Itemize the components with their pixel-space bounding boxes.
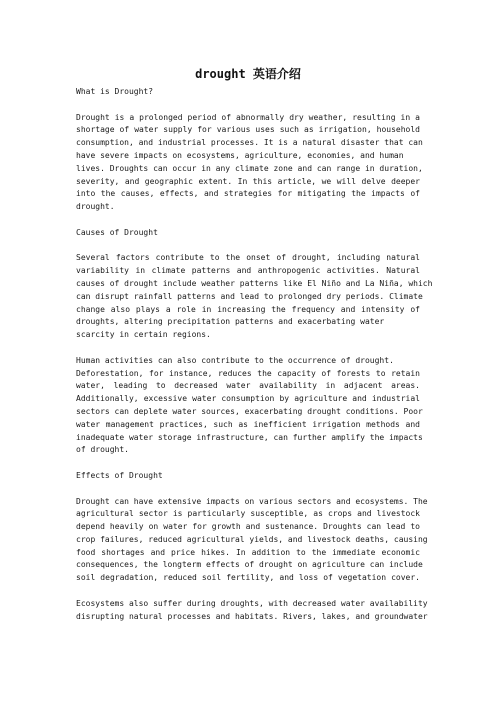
section-heading-causes: Causes of Drought: [76, 227, 158, 237]
paragraph-spacer: [76, 342, 420, 355]
text-line: droughts, altering precipitation patterns and exacerbating water: [76, 317, 385, 327]
paragraph-spacer: [76, 240, 420, 253]
paragraph-human-causes: [76, 355, 423, 457]
text-line: into the causes, effects, and strategies for mitigating the impacts of: [76, 189, 420, 199]
paragraph-spacer: [76, 585, 420, 598]
paragraph-definition: [76, 112, 423, 214]
text-line: depend heavily on water for growth and sustenance. Droughts can lead to: [76, 522, 420, 532]
paragraph-spacer: [76, 99, 420, 112]
text-line: of drought.: [76, 445, 129, 455]
text-line: sectors can deplete water sources, exacerbating drought conditions. Poor: [76, 406, 423, 416]
text-line: Drought is a prolonged period of abnormally dry weather, resulting in a: [76, 112, 420, 122]
text-line: food shortages and price hikes. In addition to the immediate economic: [76, 547, 420, 557]
text-line: inadequate water storage infrastructure, can further amplify the impacts: [76, 432, 423, 442]
paragraph-agriculture-effects: [76, 496, 428, 586]
text-line: agricultural sector is particularly susceptible, as crops and livestock: [76, 509, 420, 519]
text-line: lives. Droughts can occur in any climate zone and can range in duration,: [76, 163, 423, 173]
text-line: Ecosystems also suffer during droughts, with decreased water availability: [76, 598, 428, 608]
section-heading-effects: Effects of Drought: [76, 470, 163, 480]
paragraph-spacer: [76, 214, 420, 227]
text-line: crop failures, reduced agricultural yields, and livestock deaths, causing: [76, 534, 428, 544]
text-line: scarcity in certain regions.: [76, 330, 211, 340]
text-line: causes of drought include weather patterns like El Niño and La Niña, which: [76, 278, 433, 288]
text-line: drought.: [76, 202, 115, 212]
section-heading-what-is-drought: What is Drought?: [76, 87, 154, 96]
text-line: water management practices, such as inefficient irrigation methods and: [76, 419, 420, 429]
text-line: severity, and geographic extent. In this article, we will delve deeper: [76, 176, 420, 186]
text-line: change also plays a role in increasing the frequency and intensity of: [76, 304, 420, 314]
paragraph-spacer: [76, 457, 420, 470]
text-line: Drought can have extensive impacts on various sectors and ecosystems. The: [76, 496, 428, 506]
text-line: have severe impacts on ecosystems, agriculture, economies, and human: [76, 150, 404, 160]
text-line: consumption, and industrial processes. It is a natural disaster that can: [76, 138, 423, 148]
text-line: can disrupt rainfall patterns and lead to prolonged dry periods. Climate: [76, 291, 423, 301]
paragraph-ecosystem-effects: [76, 598, 428, 624]
document-title: drought 英语介绍: [195, 67, 301, 81]
text-line: Additionally, excessive water consumption by agriculture and industrial: [76, 394, 420, 404]
text-line: water, leading to decreased water availability in adjacent areas.: [76, 381, 420, 391]
text-line: Human activities can also contribute to the occurrence of drought.: [76, 355, 394, 365]
text-line: disrupting natural processes and habitats. Rivers, lakes, and groundwater: [76, 611, 428, 621]
text-line: soil degradation, reduced soil fertility, and loss of vegetation cover.: [76, 573, 420, 583]
text-line: Deforestation, for instance, reduces the capacity of forests to retain: [76, 368, 420, 378]
paragraph-natural-causes: [76, 252, 433, 342]
text-line: Several factors contribute to the onset of drought, including natural: [76, 253, 420, 263]
text-line: shortage of water supply for various uses such as irrigation, household: [76, 125, 420, 135]
text-line: variability in climate patterns and anthropogenic activities. Natural: [76, 266, 420, 276]
paragraph-spacer: [76, 483, 420, 496]
text-line: consequences, the longterm effects of drought on agriculture can include: [76, 560, 423, 570]
